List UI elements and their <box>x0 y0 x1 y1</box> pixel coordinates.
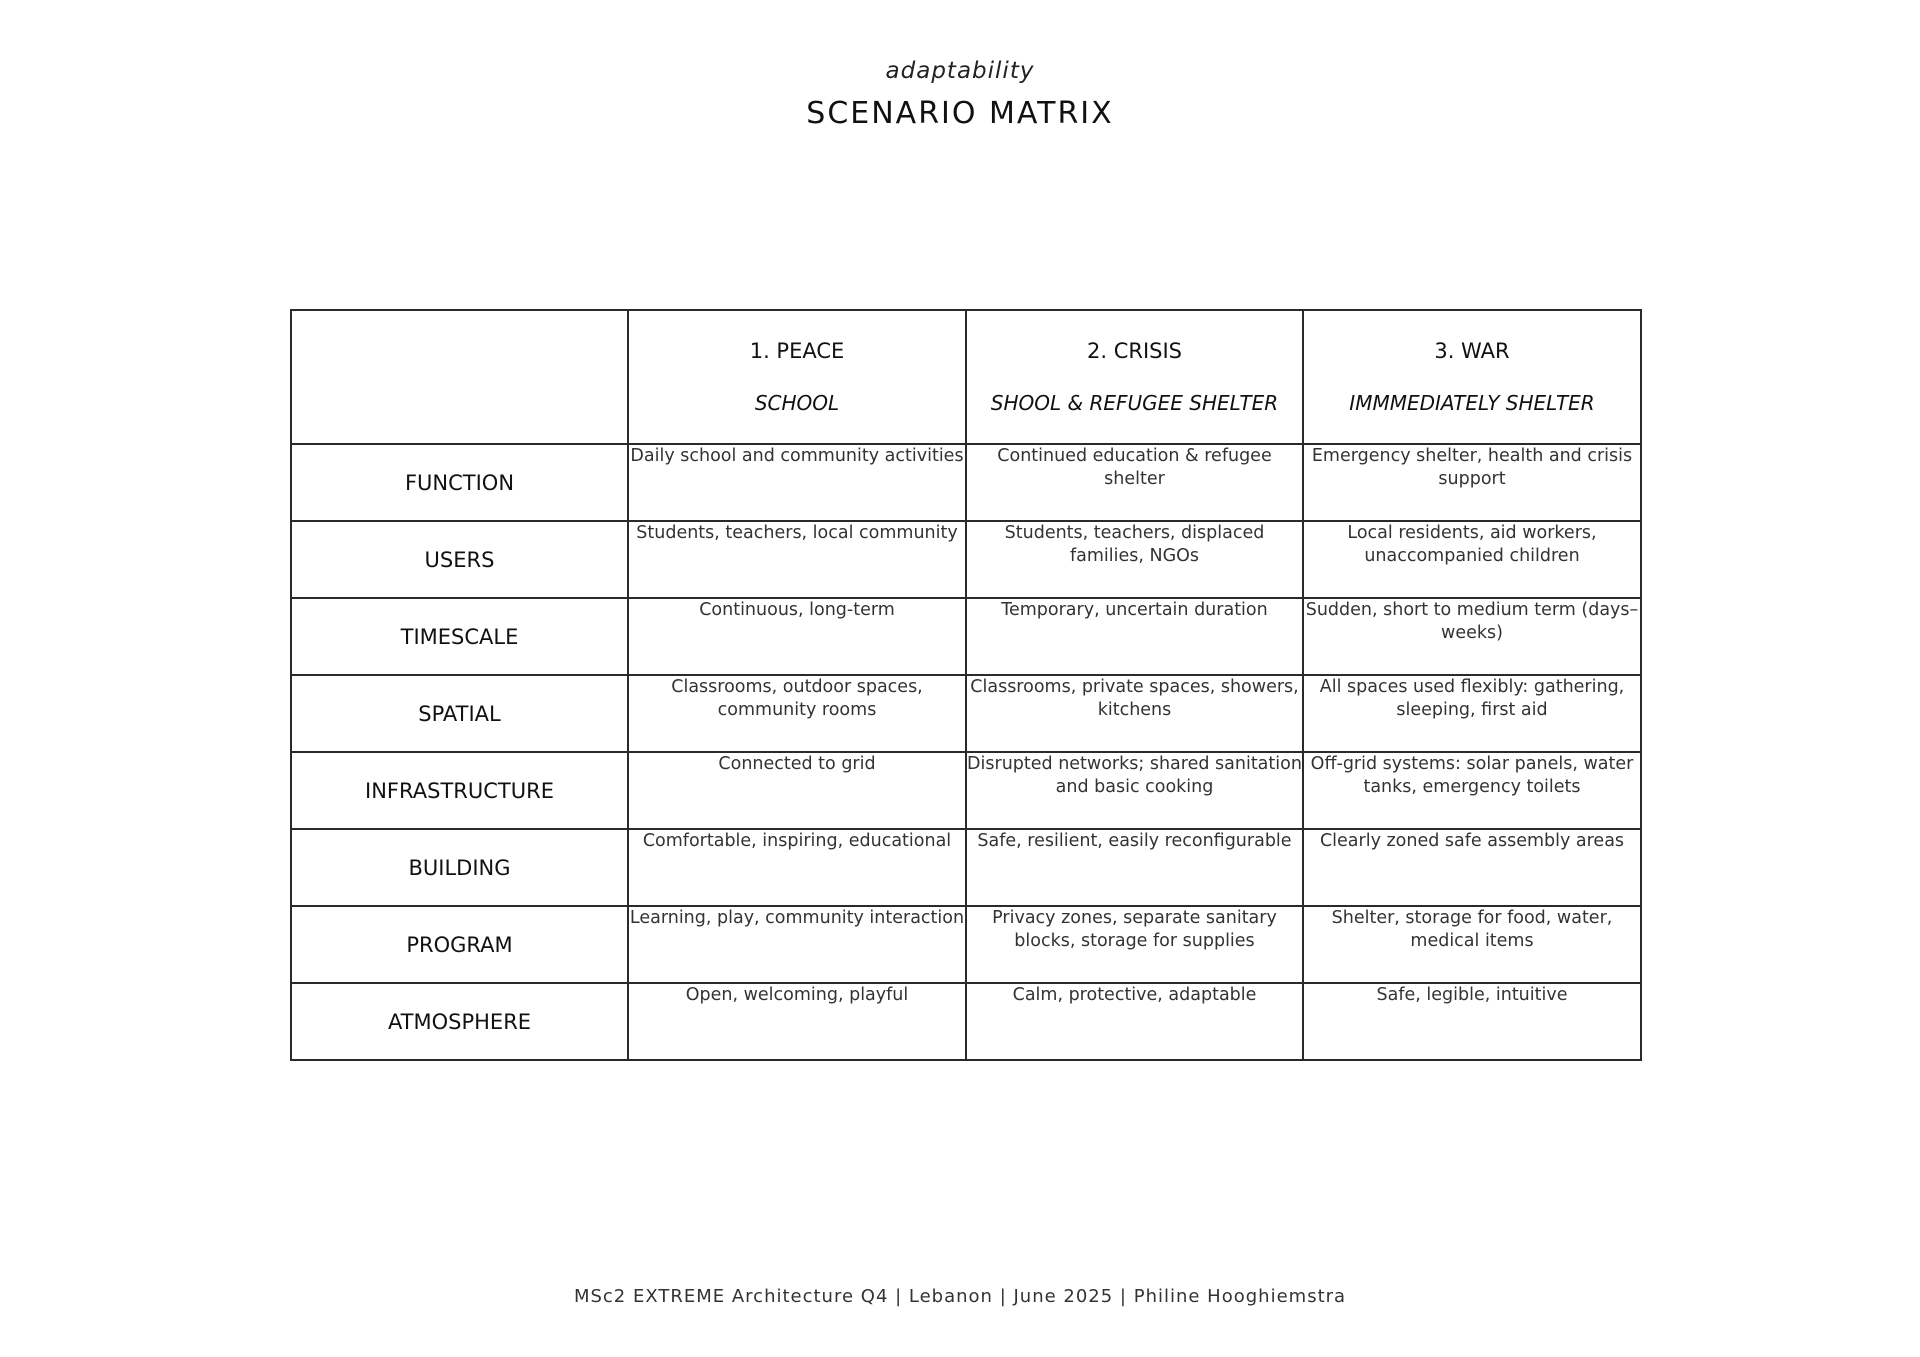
page-subtitle: adaptability <box>885 58 1035 84</box>
column-label: 2. CRISIS <box>1086 339 1182 363</box>
table-row <box>291 675 1641 752</box>
table-row <box>291 444 1641 521</box>
table-cell: All spaces used flexibly: gathering, sleeping, first aid <box>1303 675 1641 752</box>
page-footer: MSc2 EXTREME Architecture Q4 | Lebanon | June 2025 | Philine Hooghiemstra <box>573 1286 1347 1307</box>
table-cell: Clearly zoned safe assembly areas <box>1303 829 1641 906</box>
table-cell: Students, teachers, displaced families, NGOs <box>966 521 1303 598</box>
table-cell: Sudden, short to medium term (days–weeks) <box>1303 598 1641 675</box>
table-row <box>291 598 1641 675</box>
table-cell: Temporary, uncertain duration <box>966 598 1303 675</box>
column-sublabel: SCHOOL <box>754 391 840 415</box>
table-cell: Privacy zones, separate sanitary blocks, storage for supplies <box>966 906 1303 983</box>
table-cell: Daily school and community activities <box>628 444 966 521</box>
column-header-peace <box>628 310 966 444</box>
table-cell: Continued education & refugee shelter <box>966 444 1303 521</box>
row-label-users: USERS <box>291 521 628 598</box>
table-row <box>291 829 1641 906</box>
table-header-row <box>291 310 1641 444</box>
table-cell: Students, teachers, local community <box>628 521 966 598</box>
table-cell: Emergency shelter, health and crisis support <box>1303 444 1641 521</box>
table-cell: Classrooms, outdoor spaces, community rooms <box>628 675 966 752</box>
row-label-program: PROGRAM <box>291 906 628 983</box>
table-cell: Disrupted networks; shared sanitation and basic cooking <box>966 752 1303 829</box>
table-cell: Learning, play, community interaction <box>628 906 966 983</box>
table-cell: Local residents, aid workers, unaccompanied children <box>1303 521 1641 598</box>
column-header-war <box>1303 310 1641 444</box>
table-cell: Off-grid systems: solar panels, water tanks, emergency toilets <box>1303 752 1641 829</box>
table-cell: Continuous, long-term <box>628 598 966 675</box>
row-label-function: FUNCTION <box>291 444 628 521</box>
column-label: 3. WAR <box>1434 339 1510 363</box>
table-cell: Connected to grid <box>628 752 966 829</box>
table-cell: Calm, protective, adaptable <box>966 983 1303 1060</box>
column-header-crisis <box>966 310 1303 444</box>
row-label-spatial: SPATIAL <box>291 675 628 752</box>
table-cell: Safe, legible, intuitive <box>1303 983 1641 1060</box>
header-empty-cell <box>291 310 628 444</box>
column-sublabel: IMMMEDIATELY SHELTER <box>1349 391 1595 415</box>
column-sublabel: SHOOL & REFUGEE SHELTER <box>990 391 1279 415</box>
table-cell: Classrooms, private spaces, showers, kitchens <box>966 675 1303 752</box>
table-cell: Comfortable, inspiring, educational <box>628 829 966 906</box>
row-label-atmosphere: ATMOSPHERE <box>291 983 628 1060</box>
table-row <box>291 906 1641 983</box>
page-title: SCENARIO MATRIX <box>806 96 1114 131</box>
row-label-building: BUILDING <box>291 829 628 906</box>
table-cell: Safe, resilient, easily reconfigurable <box>966 829 1303 906</box>
table-cell: Open, welcoming, playful <box>628 983 966 1060</box>
table-row <box>291 752 1641 829</box>
column-label: 1. PEACE <box>749 339 845 363</box>
scenario-matrix-table <box>290 309 1642 1061</box>
table-row <box>291 983 1641 1060</box>
row-label-timescale: TIMESCALE <box>291 598 628 675</box>
table-cell: Shelter, storage for food, water, medical items <box>1303 906 1641 983</box>
row-label-infrastructure: INFRASTRUCTURE <box>291 752 628 829</box>
table-row <box>291 521 1641 598</box>
